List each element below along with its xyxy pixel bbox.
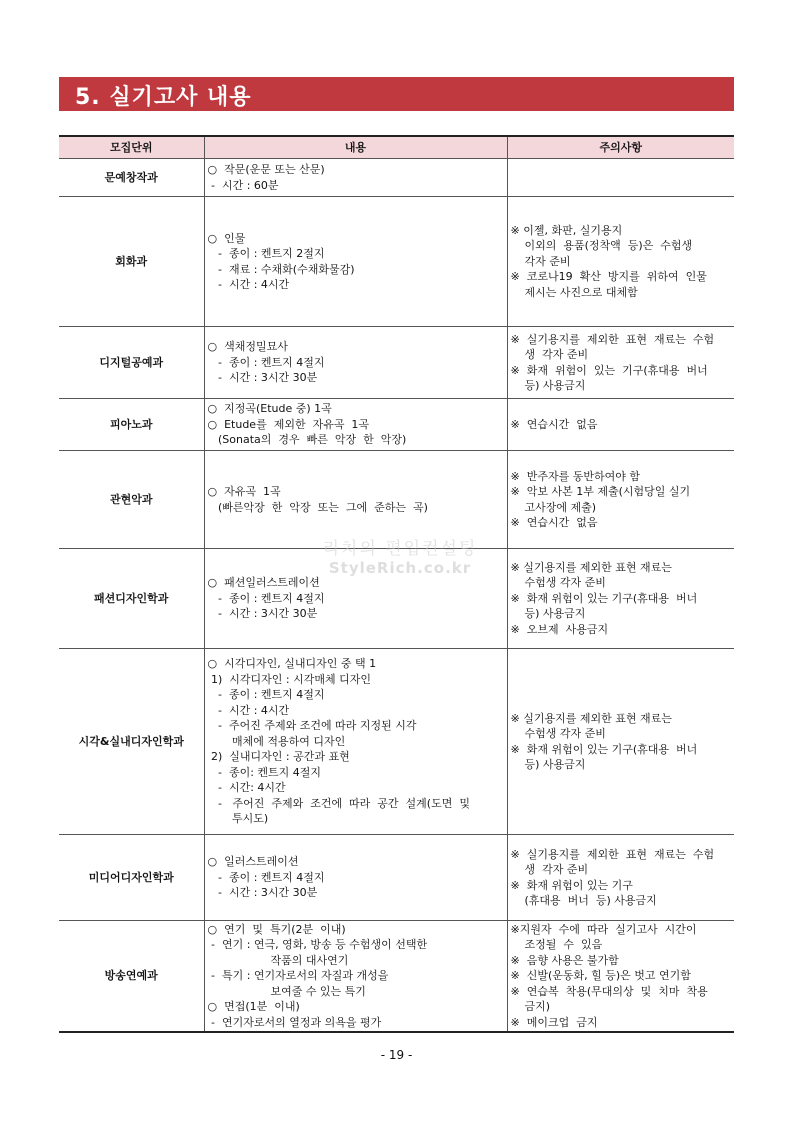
content-line: ○ 작문(운문 또는 산문) xyxy=(207,163,325,176)
notes-line: 고사장에 제출) xyxy=(510,500,597,514)
notes-line: 수험생 각자 준비 xyxy=(510,576,606,590)
exam-content-table xyxy=(59,135,734,1033)
content-line: 보여줄 수 있는 특기 xyxy=(207,984,366,998)
content-line: - 시간 : 4시간 xyxy=(207,278,290,291)
content-line: ○ Etude를 제외한 자유곡 1곡 xyxy=(207,417,370,431)
content-line: - 종이 : 켄트지 4절지 xyxy=(207,355,325,369)
content-line: - 시간 : 3시간 30분 xyxy=(207,886,318,900)
content-line: - 특기 : 연기자로서의 자질과 개성을 xyxy=(207,969,389,982)
content-line: ○ 시각디자인, 실내디자인 중 택 1 xyxy=(207,657,377,671)
content-cell xyxy=(204,159,507,197)
header-unit: 모집단위 xyxy=(59,136,204,159)
notes-line: 생 각자 준비 xyxy=(510,348,589,361)
unit-cell: 피아노과 xyxy=(59,399,204,451)
content-line: ○ 면접(1분 이내) xyxy=(207,1000,300,1013)
notes-line: ※ 화재 위험이 있는 기구 xyxy=(510,878,633,892)
notes-line: ※ 연습시간 없음 xyxy=(510,417,598,431)
section-title: 5. 실기고사 내용 xyxy=(75,85,252,110)
content-line: (Sonata의 경우 빠른 악장 한 악장) xyxy=(207,433,407,447)
table-row xyxy=(59,159,734,197)
content-cell xyxy=(204,835,507,921)
content-line: 매체에 적용하여 디자인 xyxy=(207,734,346,748)
table-row xyxy=(59,197,734,327)
content-line: - 연기자로서의 열정과 의욕을 평가 xyxy=(207,1015,382,1029)
notes-line: ※ 악보 사본 1부 제출(시험당일 실기 xyxy=(510,485,691,498)
content-cell xyxy=(204,649,507,835)
content-line: ○ 자유곡 1곡 xyxy=(207,485,281,498)
notes-line: ※ 오브제 사용금지 xyxy=(510,622,609,636)
unit-cell: 방송연예과 xyxy=(59,921,204,1032)
notes-line: 수험생 각자 준비 xyxy=(510,727,606,740)
content-line: ○ 패션일러스트레이션 xyxy=(207,576,320,590)
content-cell xyxy=(204,399,507,451)
notes-cell xyxy=(507,399,734,451)
notes-line: ※ 음향 사용은 불가함 xyxy=(510,953,619,967)
table-row xyxy=(59,327,734,399)
unit-cell: 패션디자인학과 xyxy=(59,549,204,649)
notes-line: 조정될 수 있음 xyxy=(510,938,603,951)
notes-line: 등) 사용금지 xyxy=(510,758,586,771)
header-notes: 주의사항 xyxy=(507,136,734,159)
content-line: - 시간 : 4시간 xyxy=(207,703,290,717)
notes-line: ※ 화재 위험이 있는 기구(휴대용 버너 xyxy=(510,591,698,605)
content-line: - 종이: 켄트지 4절지 xyxy=(207,765,322,779)
unit-cell: 시각&실내디자인학과 xyxy=(59,649,204,835)
notes-line: ※ 연습복 착용(무대의상 및 치마 착용 xyxy=(510,984,708,998)
unit-cell: 회화과 xyxy=(59,197,204,327)
content-cell xyxy=(204,327,507,399)
notes-line: ※ 실기용지를 제외한 표현 재료는 xyxy=(510,560,672,574)
content-cell xyxy=(204,197,507,327)
content-cell xyxy=(204,549,507,649)
content-line: 2) 실내디자인 : 공간과 표현 xyxy=(207,750,350,764)
section-title-banner xyxy=(59,77,734,111)
unit-cell: 디지털공예과 xyxy=(59,327,204,399)
content-cell xyxy=(204,921,507,1032)
content-line: - 종이 : 켄트지 4절지 xyxy=(207,591,325,605)
notes-line: (휴대용 버너 등) 사용금지 xyxy=(510,894,657,907)
notes-line: ※ 실기용지를 제외한 표현 재료는 xyxy=(510,711,672,725)
notes-line: 금지) xyxy=(510,1000,551,1013)
table-row xyxy=(59,549,734,649)
notes-line: 이외의 용품(정착액 등)은 수험생 xyxy=(510,239,693,253)
watermark-line2: StyleRich.co.kr xyxy=(328,559,472,577)
notes-line: ※ 화재 위험이 있는 기구(휴대용 버너 xyxy=(510,363,708,377)
content-line: 투시도) xyxy=(207,812,269,826)
content-line: ○ 지정곡(Etude 중) 1곡 xyxy=(207,402,332,416)
content-line: ○ 일러스트레이션 xyxy=(207,855,299,869)
notes-cell xyxy=(507,327,734,399)
table-row xyxy=(59,921,734,1032)
content-line: ○ 인물 xyxy=(207,231,246,245)
content-line: - 시간 : 3시간 30분 xyxy=(207,371,318,385)
content-line: - 종이 : 켄트지 4절지 xyxy=(207,688,325,702)
notes-line: 등) 사용금지 xyxy=(510,379,586,392)
notes-line: 등) 사용금지 xyxy=(510,607,586,621)
content-line: 작품의 대사연기 xyxy=(207,953,349,967)
content-line: - 주어진 주제와 조건에 따라 공간 설계(도면 및 xyxy=(207,796,470,810)
watermark-line1: 리치의 편입컨설팅 xyxy=(322,539,478,559)
notes-cell xyxy=(507,451,734,549)
table-row xyxy=(59,451,734,549)
content-line: - 연기 : 연극, 영화, 방송 등 수험생이 선택한 xyxy=(207,938,428,951)
notes-line: ※ 이젤, 화판, 실기용지 xyxy=(510,223,623,237)
notes-cell xyxy=(507,197,734,327)
unit-cell: 관현악과 xyxy=(59,451,204,549)
unit-cell: 문예창작과 xyxy=(59,159,204,197)
content-line: - 재료 : 수채화(수채화물감) xyxy=(207,262,355,276)
content-line: - 종이 : 켄트지 4절지 xyxy=(207,870,325,884)
content-line: - 주어진 주제와 조건에 따라 지정된 시각 xyxy=(207,719,417,733)
content-line: - 시간 : 3시간 30분 xyxy=(207,607,318,621)
content-line: ○ 연기 및 특기(2분 이내) xyxy=(207,922,346,936)
table-row xyxy=(59,399,734,451)
notes-line: ※지원자 수에 따라 실기고사 시간이 xyxy=(510,922,697,936)
table-header-row xyxy=(59,136,734,159)
notes-cell xyxy=(507,649,734,835)
notes-line: 각자 준비 xyxy=(510,254,571,268)
notes-line: ※ 메이크업 금지 xyxy=(510,1015,598,1029)
content-line: ○ 색채정밀묘사 xyxy=(207,340,288,354)
notes-cell xyxy=(507,159,734,197)
unit-cell: 미디어디자인학과 xyxy=(59,835,204,921)
content-line: (빠른악장 한 악장 또는 그에 준하는 곡) xyxy=(207,500,428,514)
notes-line: ※ 연습시간 없음 xyxy=(510,516,598,529)
table-row xyxy=(59,649,734,835)
notes-line: ※ 코로나19 확산 방지를 위하여 인물 xyxy=(510,270,707,284)
notes-line: ※ 화재 위험이 있는 기구(휴대용 버너 xyxy=(510,742,698,756)
page-number: - 19 - xyxy=(380,1048,413,1062)
notes-line: 생 각자 준비 xyxy=(510,863,589,876)
content-line: - 시간 : 60분 xyxy=(207,178,279,192)
notes-line: ※ 실기용지를 제외한 표현 재료는 수험 xyxy=(510,332,715,346)
content-line: 1) 시각디자인 : 시각매체 디자인 xyxy=(207,672,371,686)
table-row xyxy=(59,835,734,921)
notes-cell xyxy=(507,549,734,649)
content-cell xyxy=(204,451,507,549)
content-line: - 시간: 4시간 xyxy=(207,781,286,795)
notes-cell xyxy=(507,921,734,1032)
header-content: 내용 xyxy=(204,136,507,159)
notes-cell xyxy=(507,835,734,921)
notes-line: ※ 실기용지를 제외한 표현 재료는 수험 xyxy=(510,847,715,861)
notes-line: ※ 반주자를 동반하여야 함 xyxy=(510,469,640,483)
notes-line: 제시는 사진으로 대체함 xyxy=(510,285,638,299)
notes-line: ※ 신발(운동화, 힐 등)은 벗고 연기함 xyxy=(510,969,691,982)
content-line: - 종이 : 켄트지 2절지 xyxy=(207,247,325,260)
